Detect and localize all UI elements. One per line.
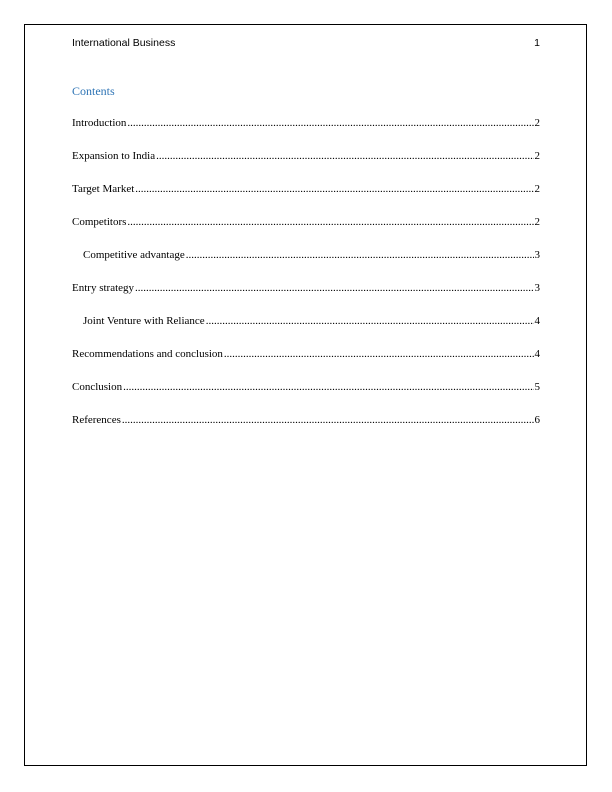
toc-entry-page: 5 [534,381,540,393]
toc-leader-dots [123,379,533,395]
toc-entry-entry-strategy[interactable] [72,280,540,313]
table-of-contents [72,115,540,445]
toc-entry-competitors[interactable] [72,214,540,247]
toc-entry-recommendations[interactable] [72,346,540,379]
toc-leader-dots [156,148,533,164]
toc-leader-dots [122,412,534,428]
toc-entry-label: Competitive advantage [83,249,185,261]
toc-entry-page: 4 [534,348,540,360]
toc-entry-page: 2 [534,183,540,195]
toc-title: Contents [72,84,115,98]
toc-entry-label: Expansion to India [72,150,156,162]
toc-leader-dots [135,181,533,197]
toc-entry-page: 2 [534,117,540,129]
toc-leader-dots [127,214,533,230]
toc-entry-label: Joint Venture with Reliance [83,315,205,327]
toc-entry-page: 3 [534,249,540,261]
toc-entry-label: Entry strategy [72,282,135,294]
toc-entry-competitive-advantage[interactable] [72,247,540,280]
header-page-number: 1 [534,37,540,49]
page-header [72,36,540,50]
toc-entry-label: Target Market [72,183,135,195]
header-title: International Business [72,37,176,49]
toc-entry-label: References [72,414,121,426]
toc-entry-label: Introduction [72,117,127,129]
toc-entry-target-market[interactable] [72,181,540,214]
toc-leader-dots [224,346,534,362]
toc-leader-dots [127,115,533,131]
toc-entry-page: 2 [534,216,540,228]
toc-entry-page: 4 [534,315,540,327]
toc-entry-label: Competitors [72,216,127,228]
toc-entry-conclusion[interactable] [72,379,540,412]
toc-entry-page: 6 [534,414,540,426]
toc-entry-page: 2 [534,150,540,162]
toc-leader-dots [135,280,533,296]
toc-leader-dots [186,247,534,263]
toc-entry-label: Recommendations and conclusion [72,348,223,360]
toc-entry-label: Conclusion [72,381,123,393]
toc-entry-page: 3 [534,282,540,294]
toc-entry-references[interactable] [72,412,540,445]
toc-leader-dots [206,313,534,329]
toc-entry-expansion-to-india[interactable] [72,148,540,181]
toc-entry-joint-venture[interactable] [72,313,540,346]
toc-entry-introduction[interactable] [72,115,540,148]
